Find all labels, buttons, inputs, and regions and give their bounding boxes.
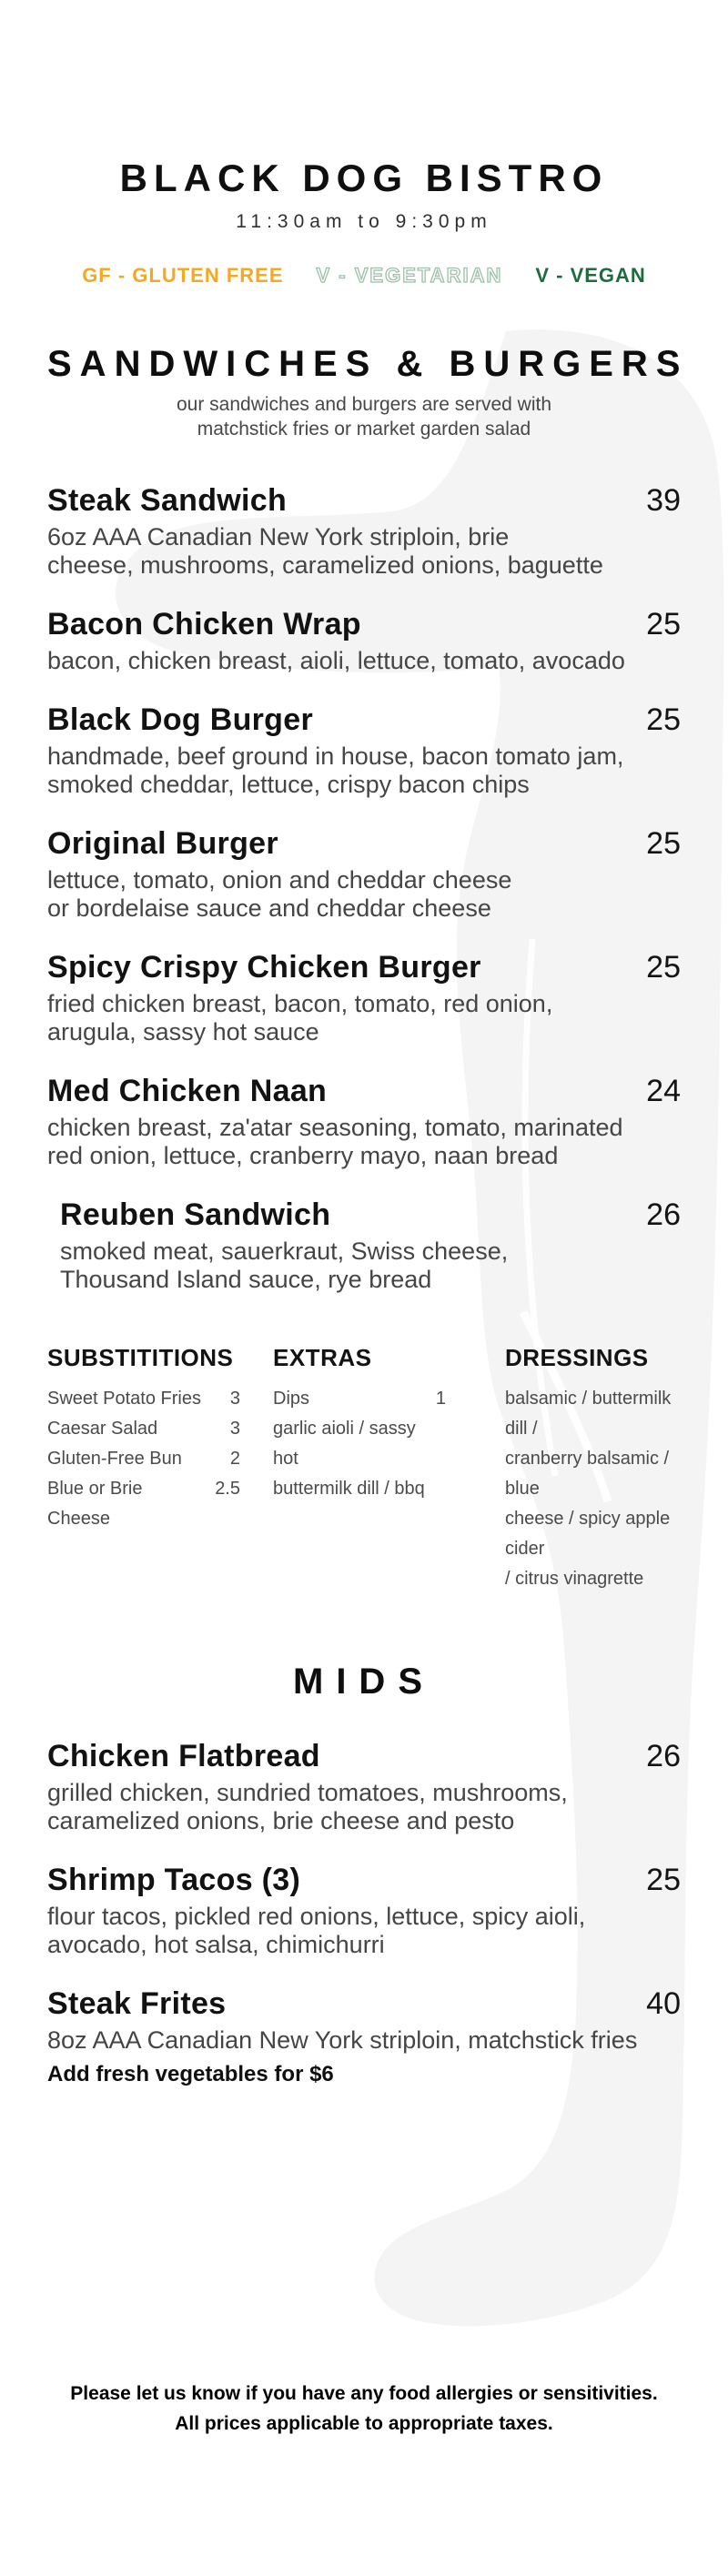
- menu-item-reuben-sandwich: [47, 1197, 681, 1294]
- item-description: fried chicken breast, bacon, tomato, red onion, arugula, sassy hot sauce: [47, 990, 553, 1046]
- add-vegetables-note: Add fresh vegetables for $6: [47, 2062, 334, 2086]
- menu-item-original-burger: [47, 826, 681, 923]
- addon-row: garlic aioli / sassy hot: [273, 1419, 416, 1469]
- extras-column: [273, 1344, 446, 1594]
- item-name: Spicy Crispy Chicken Burger: [47, 950, 481, 985]
- item-description: smoked meat, sauerkraut, Swiss cheese, Thousand Island sauce, rye bread: [60, 1237, 509, 1293]
- dressings-line: cranberry balsamic / blue: [505, 1449, 670, 1499]
- item-description: bacon, chicken breast, aioli, lettuce, tomato, avocado: [47, 647, 625, 674]
- addon-row: Sweet Potato Fries 3: [47, 1389, 240, 1409]
- section-note: our sandwiches and burgers are served with matchstick fries or market garden salad: [176, 394, 552, 439]
- item-name: Med Chicken Naan: [47, 1074, 328, 1108]
- menu-item-spicy-crispy-chicken-burger: [47, 950, 681, 1046]
- item-description: flour tacos, pickled red onions, lettuce, spicy aioli, avocado, hot salsa, chimichurri: [47, 1903, 586, 1958]
- addon-row: Caesar Salad 3: [47, 1419, 240, 1439]
- dressings-line: / citrus vinagrette: [505, 1569, 644, 1589]
- menu-item-med-chicken-naan: [47, 1074, 681, 1170]
- footer-disclaimer: [0, 2379, 728, 2439]
- item-description: lettuce, tomato, onion and cheddar cheese or bordelaise sauce and cheddar cheese: [47, 866, 512, 922]
- item-name: Bacon Chicken Wrap: [47, 607, 361, 641]
- menu-item-bacon-chicken-wrap: [47, 607, 681, 675]
- dressings-column: [505, 1344, 681, 1594]
- extras-heading: EXTRAS: [273, 1344, 372, 1371]
- item-price: 39: [646, 483, 681, 518]
- legend-vegetarian: V - VEGETARIAN: [316, 264, 503, 287]
- substitutions-column: [47, 1344, 240, 1594]
- item-price: 24: [646, 1074, 681, 1108]
- item-price: 25: [646, 826, 681, 861]
- item-name: Original Burger: [47, 826, 278, 861]
- item-description: grilled chicken, sundried tomatoes, mushrooms, caramelized onions, brie cheese and pesto: [47, 1779, 568, 1834]
- item-description: 6oz AAA Canadian New York striploin, brie cheese, mushrooms, caramelized onions, baguette: [47, 523, 603, 579]
- item-price: 25: [646, 950, 681, 985]
- legend-gluten-free: GF - GLUTEN FREE: [82, 264, 284, 287]
- item-price: 25: [646, 1863, 681, 1897]
- item-price: 40: [646, 1986, 681, 2021]
- item-name: Steak Sandwich: [47, 483, 288, 518]
- menu-item-steak-frites: [47, 1986, 681, 2087]
- dressings-heading: DRESSINGS: [505, 1344, 649, 1371]
- dressings-line: cheese / spicy apple cider: [505, 1509, 671, 1559]
- opening-hours: 11:30am to 9:30pm: [236, 211, 492, 232]
- item-name: Reuben Sandwich: [60, 1197, 331, 1232]
- legend-vegan: V - VEGAN: [535, 264, 646, 287]
- restaurant-title: BLACK DOG BISTRO: [119, 157, 609, 199]
- menu-item-shrimp-tacos: [47, 1863, 681, 1959]
- menu-item-steak-sandwich: [47, 483, 681, 580]
- item-description: handmade, beef ground in house, bacon tomato jam, smoked cheddar, lettuce, crispy bacon chips: [47, 742, 624, 798]
- item-name: Chicken Flatbread: [47, 1739, 320, 1773]
- dietary-legend: [47, 264, 681, 288]
- item-name: Black Dog Burger: [47, 702, 313, 737]
- item-name: Steak Frites: [47, 1986, 227, 2021]
- dressings-line: balsamic / buttermilk dill /: [505, 1389, 672, 1439]
- allergies-note: Please let us know if you have any food allergies or sensitivities.: [70, 2383, 658, 2404]
- item-price: 26: [646, 1739, 681, 1773]
- item-price: 25: [646, 702, 681, 737]
- item-description: chicken breast, za'atar seasoning, tomato, marinated red onion, lettuce, cranberry mayo, naan bread: [47, 1114, 623, 1169]
- item-price: 25: [646, 607, 681, 641]
- item-name: Shrimp Tacos (3): [47, 1863, 301, 1897]
- menu-item-black-dog-burger: [47, 702, 681, 799]
- sandwiches-burgers-items: [47, 483, 681, 1294]
- addon-row: Gluten-Free Bun 2: [47, 1449, 240, 1469]
- substitutions-heading: SUBSTITITIONS: [47, 1344, 234, 1371]
- section-heading-mids: MIDS: [293, 1662, 435, 1702]
- menu-page: [0, 157, 728, 2087]
- addon-row: buttermilk dill / bbq: [273, 1479, 425, 1499]
- addon-row: Dips 1: [273, 1389, 446, 1409]
- item-description: 8oz AAA Canadian New York striploin, matchstick fries: [47, 2026, 638, 2054]
- mids-items: [47, 1739, 681, 2087]
- addon-row: Blue or Brie Cheese 2.5: [47, 1479, 240, 1529]
- taxes-note: All prices applicable to appropriate taxes.: [175, 2413, 553, 2434]
- item-price: 26: [646, 1197, 681, 1232]
- section-heading-sandwiches-burgers: SANDWICHES & BURGERS: [47, 344, 689, 384]
- menu-item-chicken-flatbread: [47, 1739, 681, 1835]
- addons-columns: [47, 1344, 681, 1594]
